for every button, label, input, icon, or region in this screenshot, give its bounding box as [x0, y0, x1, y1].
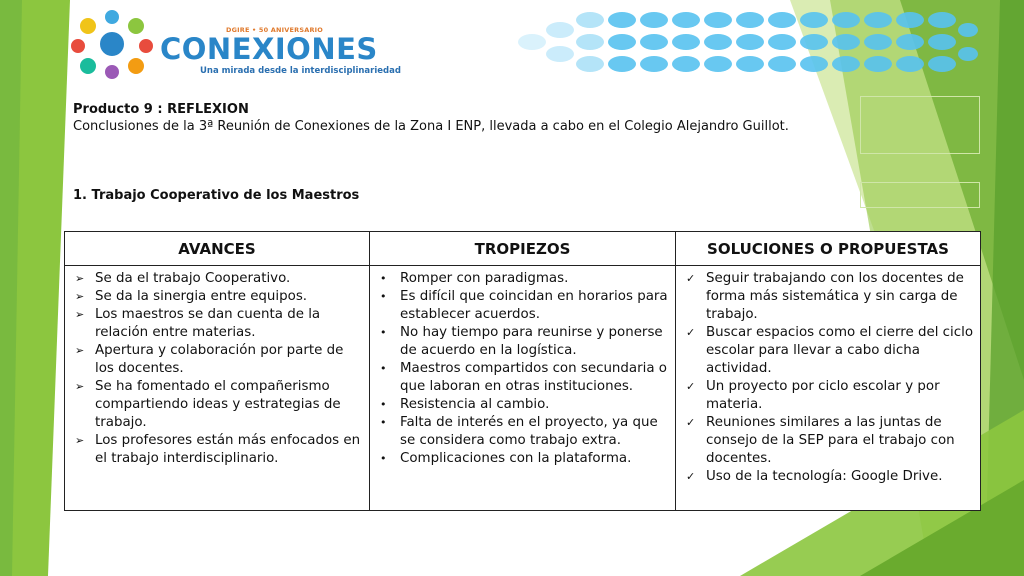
- header-tropiezos: TROPIEZOS: [370, 232, 676, 266]
- soluciones-list: [682, 270, 974, 486]
- check-icon: ✓: [686, 272, 696, 285]
- soluciones-cell: [676, 266, 981, 511]
- check-icon: ✓: [686, 416, 696, 429]
- header-avances: AVANCES: [65, 232, 370, 266]
- logo-title: CONEXIONES: [160, 32, 378, 66]
- check-icon: ✓: [686, 470, 696, 483]
- bullet-icon: •: [380, 326, 387, 339]
- arrow-bullet-icon: ➢: [75, 344, 85, 357]
- section-title: 1. Trabajo Cooperativo de los Maestros: [73, 188, 360, 203]
- list-item: • Complicaciones con la plataforma.: [380, 451, 632, 466]
- bullet-icon: •: [380, 416, 387, 429]
- list-item: • Es difícil que coincidan en horarios para establecer acuerdos.: [380, 289, 668, 322]
- list-item: ✓ Un proyecto por ciclo escolar y por materia.: [686, 379, 940, 412]
- conexiones-logo: [66, 8, 406, 80]
- check-icon: ✓: [686, 380, 696, 393]
- list-item: ➢ Los maestros se dan cuenta de la relación entre materias.: [75, 307, 321, 340]
- list-item: ➢ Se da el trabajo Cooperativo.: [75, 271, 291, 286]
- bullet-icon: •: [380, 398, 387, 411]
- product-title: Producto 9 : REFLEXION: [73, 102, 249, 117]
- list-item: • Maestros compartidos con secundaria o que laboran en otras instituciones.: [380, 361, 668, 394]
- list-item: ➢ Se da la sinergia entre equipos.: [75, 289, 308, 304]
- list-item: ➢ Se ha fomentado el compañerismo compartiendo ideas y estrategias de trabajo.: [75, 379, 341, 430]
- arrow-bullet-icon: ➢: [75, 380, 85, 393]
- list-item: ➢ Apertura y colaboración por parte de los docentes.: [75, 343, 344, 376]
- product-description: Conclusiones de la 3ª Reunión de Conexiones de la Zona I ENP, llevada a cabo en el Colegio Alejandro Guillot.: [73, 119, 789, 134]
- results-table: [64, 231, 981, 511]
- avances-cell: [65, 266, 370, 511]
- list-item: • Falta de interés en el proyecto, ya que se considera como trabajo extra.: [380, 415, 658, 448]
- list-item: • No hay tiempo para reunirse y ponerse de acuerdo en la logística.: [380, 325, 663, 358]
- list-item: ➢ Los profesores están más enfocados en el trabajo interdisciplinario.: [75, 433, 361, 466]
- chain-pattern: [518, 12, 978, 72]
- arrow-bullet-icon: ➢: [75, 434, 85, 447]
- tropiezos-cell: [370, 266, 676, 511]
- bullet-icon: •: [380, 452, 387, 465]
- decorative-frame: [860, 182, 980, 208]
- bullet-icon: •: [380, 272, 387, 285]
- header-soluciones: SOLUCIONES O PROPUESTAS: [676, 232, 981, 266]
- logo-network-icon: [66, 8, 158, 80]
- avances-list: [71, 270, 363, 468]
- logo-tagline: DGIRE • 50 ANIVERSARIO: [226, 26, 324, 34]
- product-heading: [73, 101, 953, 135]
- list-item: ✓ Buscar espacios como el cierre del ciclo escolar para llevar a cabo dicha actividad.: [686, 325, 974, 376]
- list-item: ✓ Reuniones similares a las juntas de consejo de la SEP para el trabajo con docentes.: [686, 415, 955, 466]
- arrow-bullet-icon: ➢: [75, 272, 85, 285]
- tropiezos-list: [376, 270, 669, 468]
- list-item: • Resistencia al cambio.: [380, 397, 550, 412]
- arrow-bullet-icon: ➢: [75, 308, 85, 321]
- bullet-icon: •: [380, 362, 387, 375]
- list-item: ✓ Uso de la tecnología: Google Drive.: [686, 469, 943, 484]
- table-row: [65, 266, 981, 511]
- list-item: ✓ Seguir trabajando con los docentes de forma más sistemática y sin carga de trabajo.: [686, 271, 964, 322]
- check-icon: ✓: [686, 326, 696, 339]
- arrow-bullet-icon: ➢: [75, 290, 85, 303]
- table-header-row: [65, 232, 981, 266]
- bullet-icon: •: [380, 290, 387, 303]
- list-item: • Romper con paradigmas.: [380, 271, 569, 286]
- logo-subtitle: Una mirada desde la interdisciplinariedad: [200, 66, 401, 76]
